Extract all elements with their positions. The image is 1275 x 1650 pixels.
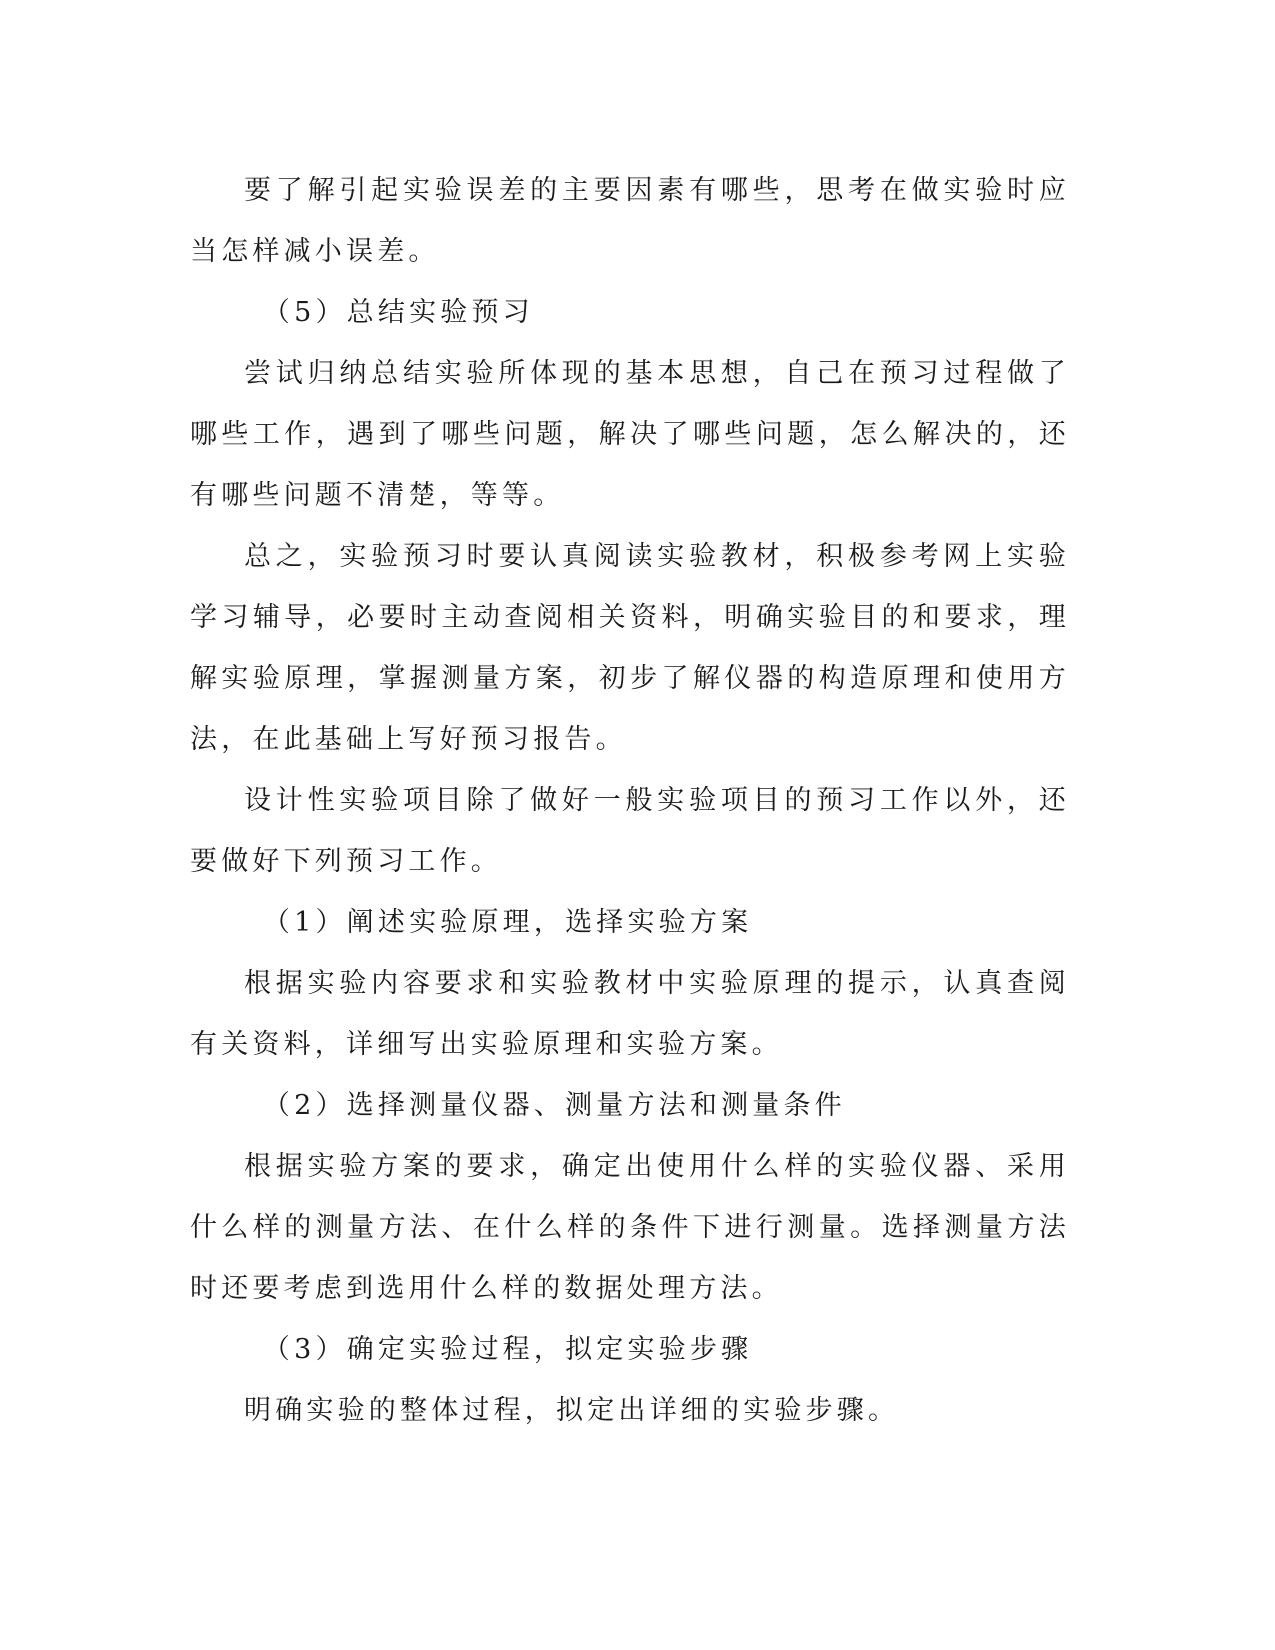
paragraph-principle-details: 根据实验内容要求和实验教材中实验原理的提示，认真查阅有关资料，详细写出实验原理和实验方案。 (190, 968, 1070, 1060)
heading-explain-principle: （1）阐述实验原理，选择实验方案 (262, 907, 753, 938)
paragraph-conclusion: 总之，实验预习时要认真阅读实验教材，积极参考网上实验学习辅导，必要时主动查阅相关资料，明确实验目的和要求，理解实验原理，掌握测量方案，初步了解仪器的构造原理和使用方法，在此基础上写好预习报告。 (190, 541, 1070, 755)
paragraph-error-factors: 要了解引起实验误差的主要因素有哪些，思考在做实验时应当怎样减小误差。 (190, 175, 1070, 267)
paragraph-instrument-details: 根据实验方案的要求，确定出使用什么样的实验仪器、采用什么样的测量方法、在什么样的条件下进行测量。选择测量方法时还要考虑到选用什么样的数据处理方法。 (190, 1151, 1070, 1304)
paragraph-summarize-details: 尝试归纳总结实验所体现的基本思想，自己在预习过程做了哪些工作，遇到了哪些问题，解决了哪些问题，怎么解决的，还有哪些问题不清楚，等等。 (190, 358, 1070, 511)
heading-determine-process: （3）确定实验过程，拟定实验步骤 (262, 1334, 753, 1365)
paragraph-process-details: 明确实验的整体过程，拟定出详细的实验步骤。 (244, 1395, 900, 1426)
heading-summarize-preview: （5）总结实验预习 (262, 297, 534, 328)
document-body (190, 160, 1070, 1441)
paragraph-design-experiment: 设计性实验项目除了做好一般实验项目的预习工作以外，还要做好下列预习工作。 (190, 785, 1070, 877)
heading-select-instruments: （2）选择测量仪器、测量方法和测量条件 (262, 1090, 846, 1121)
